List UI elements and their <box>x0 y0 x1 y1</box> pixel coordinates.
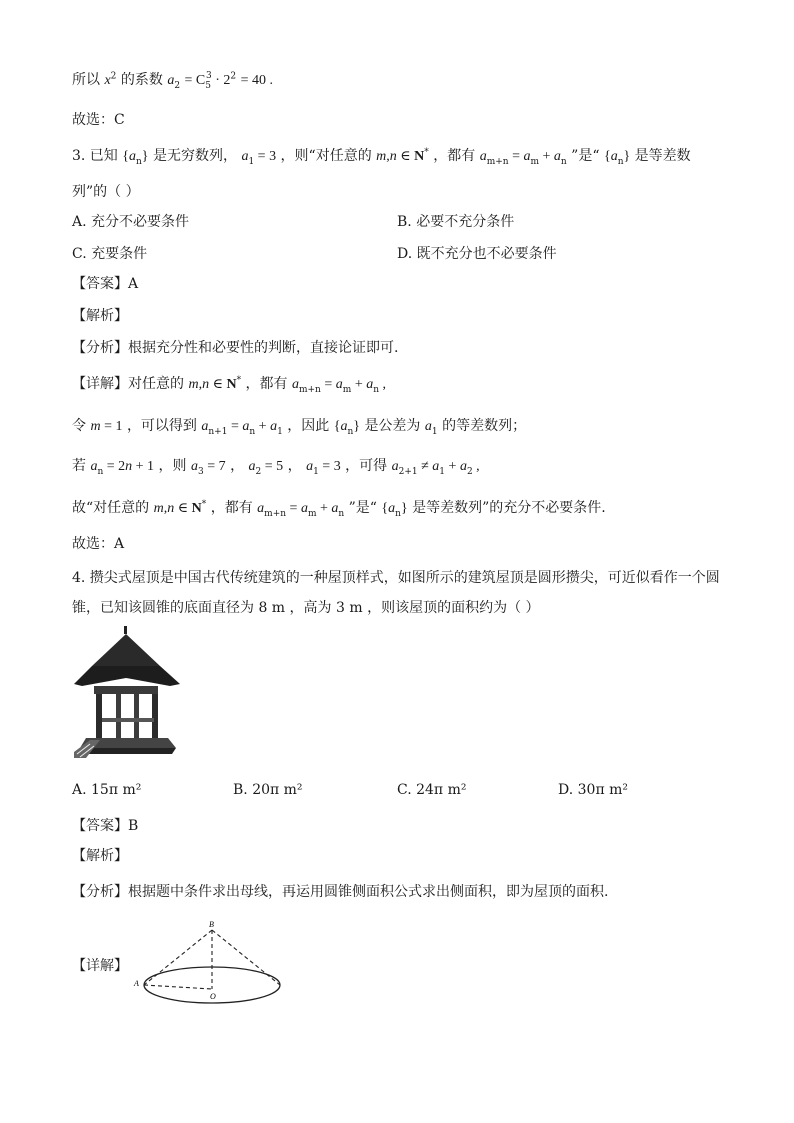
label-O: O <box>210 992 216 1001</box>
q3-analysis: 【分析】根据充分性和必要性的判断，直接论证即可. <box>72 340 399 356</box>
pillar-mid-right <box>134 694 139 738</box>
cone-radius <box>144 985 212 989</box>
q3-option-c: C. 充要条件 <box>72 246 148 262</box>
q3-final-choice: 故选：A <box>72 536 125 552</box>
q4-option-d: D. 30π m² <box>558 782 628 798</box>
cone-slant-left <box>144 930 212 985</box>
roof-band <box>94 686 158 694</box>
answer-choice-line: 故选：C <box>72 112 125 128</box>
label-A: A <box>134 979 139 988</box>
roof-finial <box>124 626 127 634</box>
cone-slant-right <box>212 930 280 985</box>
pillar-right <box>152 694 158 740</box>
line-coefficient: 所以 $x^2$ 的系数 $a_2 = C_5^3 \cdot 2^2 = 40$ . <box>72 71 273 91</box>
q4-option-a: A. 15π m² <box>72 782 142 798</box>
railing <box>102 718 154 722</box>
q3-option-b: B. 必要不充分条件 <box>397 214 515 230</box>
q3-let-m: 令 m = 1 ，可以得到 $a_{n+1} = a_n + a_1$ ，因此 $\{a_n\}$ 是公差为 $a_1$ 的等差数列； <box>72 418 527 437</box>
pavilion-illustration <box>72 626 184 760</box>
q3-conclusion: 故“对任意的 m,n ∈ N* ，都有 $a_{m+n} = a_m + a_n$ ”是“ $\{a_n\}$ 是等差数列”的充分不必要条件. <box>72 499 606 519</box>
q4-detail-label: 【详解】 <box>72 958 128 974</box>
q3-solution-heading: 【解析】 <box>72 308 128 324</box>
platform-base <box>80 748 176 754</box>
q4-option-c: C. 24π m² <box>397 782 467 798</box>
question-4-stem-cont: 锥，已知该圆锥的底面直径为 8 m ，高为 3 m ，则该屋顶的面积约为（ ） <box>72 600 540 616</box>
q3-option-a: A. 充分不必要条件 <box>72 214 190 230</box>
q3-counterexample: 若 $a_n = 2n + 1$ ，则 $a_3 = 7$ ， $a_2 = 5$ ， $a_1 = 3$ ，可得 $a_{2+1} \ne a_1 + a_2$ , <box>72 458 480 477</box>
pillar-left <box>96 694 102 740</box>
cone-diagram <box>130 918 290 1014</box>
q4-solution-heading: 【解析】 <box>72 848 128 864</box>
question-3-stem: 3. 已知 $\{a_n\}$ 是无穷数列， $a_1 = 3$ ，则“对任意的 m,n ∈ N* ，都有 $a_{m+n} = a_m + a_n$ ”是“ $\{a_n\}$ 是等差数 <box>72 147 691 167</box>
question-4-stem: 4. 攒尖式屋顶是中国古代传统建筑的一种屋顶样式，如图所示的建筑屋顶是圆形攒尖，可近似看作一个圆 <box>72 570 720 586</box>
q4-analysis: 【分析】根据题中条件求出母线，再运用圆锥侧面积公式求出侧面积，即为屋顶的面积. <box>72 884 609 900</box>
question-3-stem-cont: 列”的（ ） <box>72 184 140 200</box>
pillar-mid-left <box>116 694 121 738</box>
label-B: B <box>209 920 214 929</box>
roof-eave <box>74 666 180 686</box>
roof-upper <box>92 634 160 666</box>
q3-detail: 【详解】对任意的 m,n ∈ N* ，都有 $a_{m+n} = a_m + a_n$ , <box>72 375 387 395</box>
q4-answer: 【答案】B <box>72 818 139 834</box>
q3-option-d: D. 既不充分也不必要条件 <box>397 246 557 262</box>
q4-option-b: B. 20π m² <box>233 782 303 798</box>
q3-answer: 【答案】A <box>72 276 139 292</box>
